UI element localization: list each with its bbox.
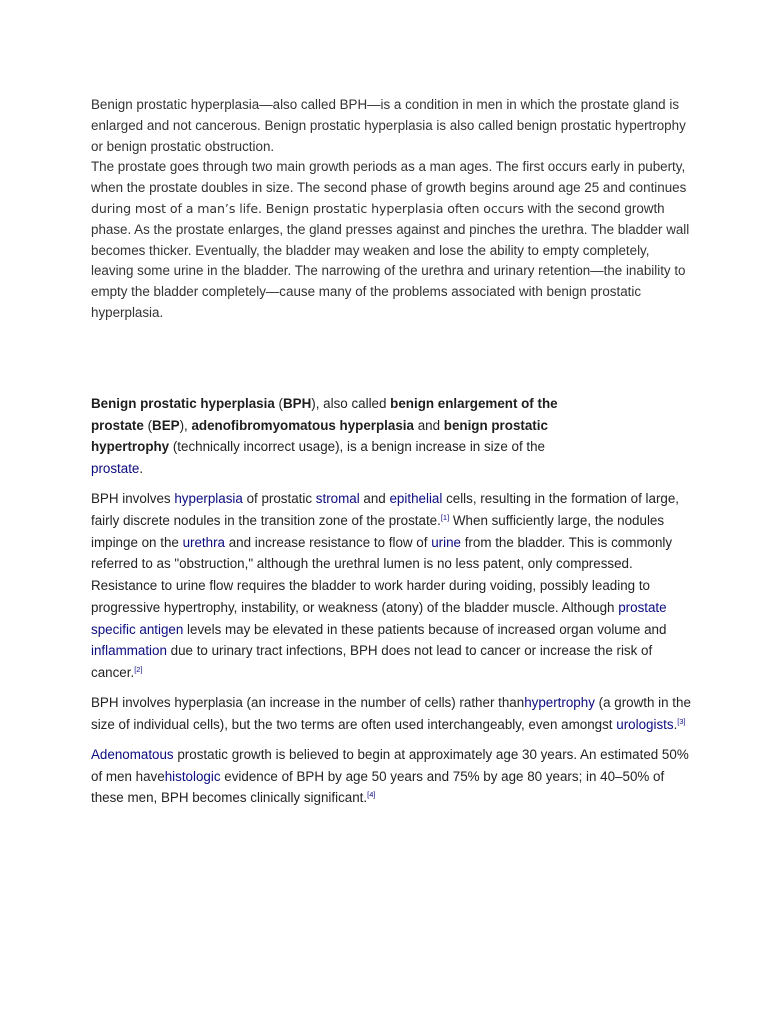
text-run: prostatic growth is believed to begin at approximately age 30 years. An estimated 50% of men have bbox=[91, 747, 689, 784]
reference-2[interactable]: [2] bbox=[134, 664, 143, 674]
mechanism-paragraph bbox=[91, 488, 691, 683]
intro-section bbox=[91, 95, 691, 324]
reference-4[interactable]: [4] bbox=[367, 790, 376, 800]
link-urologists[interactable]: urologists bbox=[616, 716, 674, 732]
text-run: levels may be elevated in these patients because of increased organ volume and bbox=[183, 621, 667, 637]
wiki-section bbox=[91, 393, 691, 818]
text-run: and bbox=[359, 491, 390, 507]
text-run: ( bbox=[274, 396, 283, 411]
intro-paragraph-1: Benign prostatic hyperplasia—also called BPH—is a condition in men in which the prostate gland is enlarged and not cancerous. Benign prostatic hyperplasia is also called benign prostatic hypertrophy or benign prostatic obstruction. bbox=[91, 97, 686, 154]
text-run: . bbox=[139, 461, 144, 477]
reference-1[interactable]: [1] bbox=[440, 513, 450, 523]
intro-paragraph-2 bbox=[91, 157, 691, 323]
text-run: (a growth in the size of individual cells), but the two terms are often used interchangeably, even amongst bbox=[91, 695, 691, 732]
term-bep: BEP bbox=[152, 417, 180, 433]
link-prostate-specific-antigen[interactable]: prostate specific antigen bbox=[91, 599, 667, 637]
text-run: ), bbox=[179, 417, 192, 433]
link-histologic[interactable]: histologic bbox=[164, 768, 221, 784]
term-bph-full: Benign prostatic hyperplasia bbox=[91, 396, 275, 411]
term-bep-full: benign enlargement of the prostate bbox=[91, 396, 558, 433]
text-run: cells, resulting in the formation of large, fairly discrete nodules in the transition zone of the prostate. bbox=[91, 491, 680, 529]
link-epithelial[interactable]: epithelial bbox=[389, 491, 443, 507]
text-run: due to urinary tract infections, BPH does not lead to cancer or increase the risk of cancer. bbox=[91, 643, 653, 680]
text-run: and bbox=[413, 417, 444, 433]
text-run: . bbox=[673, 716, 678, 732]
text-run: BPH involves bbox=[91, 491, 175, 507]
intro-p2-part-b: during most of a man’s life. Benign prostatic hyperplasia often occurs bbox=[91, 200, 524, 216]
reference-3[interactable]: [3] bbox=[677, 716, 686, 726]
hyperplasia-vs-hypertrophy-paragraph bbox=[91, 692, 691, 735]
text-run: ( bbox=[143, 417, 153, 433]
link-adenomatous[interactable]: Adenomatous bbox=[91, 747, 174, 763]
text-run: and increase resistance to flow of bbox=[225, 534, 432, 550]
link-prostate[interactable]: prostate bbox=[91, 461, 140, 477]
term-bph: BPH bbox=[282, 396, 312, 411]
link-urethra[interactable]: urethra bbox=[182, 534, 226, 550]
text-run: evidence of BPH by age 50 years and 75% by age 80 years; in 40–50% of these men, BPH becomes clinically significant. bbox=[91, 768, 665, 806]
link-hyperplasia[interactable]: hyperplasia bbox=[174, 491, 243, 507]
link-inflammation[interactable]: inflammation bbox=[91, 643, 167, 659]
link-hypertrophy[interactable]: hypertrophy bbox=[524, 695, 595, 711]
text-run: BPH involves hyperplasia (an increase in the number of cells) rather than bbox=[91, 695, 525, 711]
link-stromal[interactable]: stromal bbox=[315, 491, 360, 507]
term-adenofibromyomatous: adenofibromyomatous hyperplasia bbox=[191, 417, 414, 433]
intro-p2-part-a: The prostate goes through two main growth periods as a man ages. The first occurs early in puberty, when the prostate doubles in size. The second phase of growth begins around age 25 and continues bbox=[91, 159, 687, 196]
definition-paragraph bbox=[91, 393, 561, 480]
text-run: of prostatic bbox=[242, 491, 316, 507]
intro-p2-part-c: with the second growth phase. As the prostate enlarges, the gland presses against and pinches the urethra. The bladder wall becomes thicker. Eventually, the bladder may weaken and lose the ability to empty completely, leaving some urine in the bladder. The narrowing of the urethra and urinary retention—the inability to empty the bladder completely—cause many of the problems associated with benign prostatic hyperplasia. bbox=[91, 200, 690, 320]
text-run: from the bladder. This is commonly referred to as "obstruction," although the urethral lumen is no less patent, only compressed. Resistance to urine flow requires the bladder to work harder during voiding, possibly leading to progressive hypertrophy, instability, or weakness (atony) of the bladder muscle. Although bbox=[91, 534, 673, 615]
text-run: (technically incorrect usage), is a benign increase in size of the bbox=[169, 439, 545, 455]
term-hypertrophy: benign prostatic hypertrophy bbox=[91, 417, 548, 455]
text-run: ), also called bbox=[311, 396, 391, 411]
text-run: When sufficiently large, the nodules impinge on the bbox=[91, 513, 665, 550]
link-urine[interactable]: urine bbox=[431, 534, 461, 550]
epidemiology-paragraph bbox=[91, 744, 691, 809]
